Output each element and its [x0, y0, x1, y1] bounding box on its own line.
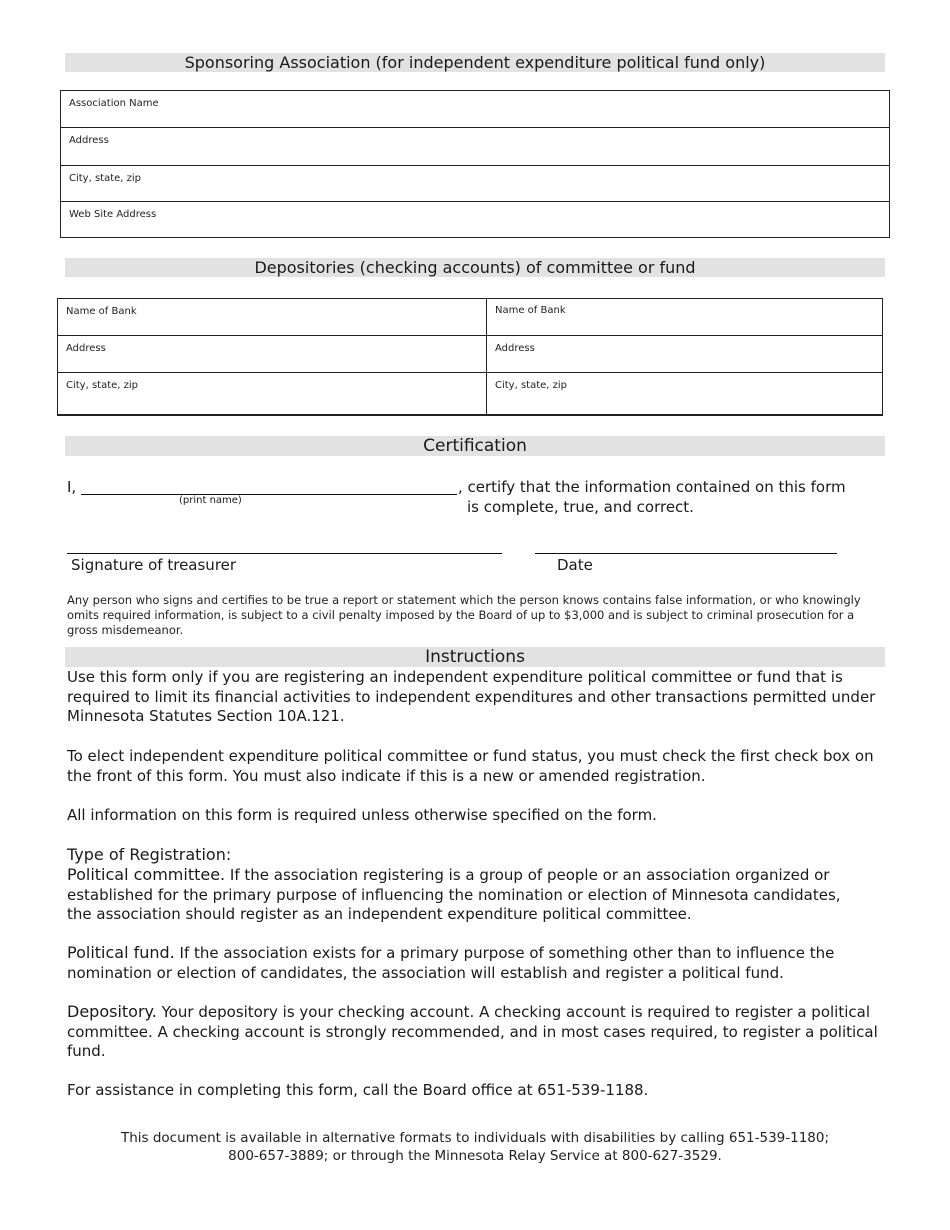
instructions-paragraph-1: Use this form only if you are registering an independent expenditure political committee or fund that is required to limit its financial activities to independent expenditures and other transactions permitted under Minnesota Statutes Section 10A.121. [67, 668, 876, 725]
accessibility-footer-line1: This document is available in alternative formats to individuals with disabilities by calling 651-539-1180; [120, 1130, 830, 1146]
bank-address-label-right: Address [495, 343, 535, 354]
association-city-state-zip-label: City, state, zip [69, 173, 142, 184]
signature-line[interactable] [67, 553, 502, 554]
depository-row [58, 336, 882, 373]
bank-address-field-left[interactable] [58, 336, 487, 372]
depository-lead: Depository. [67, 1002, 157, 1021]
certification-heading: Certification [65, 436, 885, 456]
association-name-field[interactable] [61, 91, 889, 128]
political-committee-paragraph [67, 865, 867, 925]
depositories-heading: Depositories (checking accounts) of committee or fund [65, 258, 885, 277]
depository-row [58, 373, 882, 415]
signature-label: Signature of treasurer [71, 556, 237, 574]
bank-city-field-left[interactable] [58, 373, 487, 414]
bank-address-field-right[interactable] [487, 336, 882, 372]
association-website-label: Web Site Address [69, 209, 157, 220]
political-committee-text: If the association registering is a group of people or an association organized or established for the primary purpose of influencing the nomination or election of Minnesota candidates, the association should register as an independent expenditure political committee. [67, 866, 841, 923]
column-divider [486, 299, 487, 415]
bank-name-label-right: Name of Bank [495, 305, 566, 316]
penalty-notice: Any person who signs and certifies to be true a report or statement which the person knows contains false information, or who knowingly omits required information, is subject to a civil penalty imposed by the Board of up to $3,000 and is subject to criminal prosecution for a gross misdemeanor. [67, 593, 861, 637]
instructions-paragraph-3: All information on this form is required unless otherwise specified on the form. [67, 806, 657, 824]
political-fund-paragraph [67, 943, 867, 983]
instructions-heading: Instructions [65, 647, 885, 667]
depositories-box [57, 298, 883, 416]
print-name-caption: (print name) [179, 495, 242, 506]
bank-name-field-left[interactable] [58, 299, 487, 335]
sponsoring-association-box [60, 90, 890, 238]
depository-paragraph [67, 1002, 882, 1062]
print-name-line[interactable] [81, 494, 457, 495]
association-city-state-zip-field[interactable] [61, 166, 889, 202]
association-address-field[interactable] [61, 128, 889, 166]
political-committee-lead: Political committee. [67, 865, 226, 884]
association-name-label: Association Name [69, 98, 159, 109]
certify-statement-line2: is complete, true, and correct. [467, 498, 694, 516]
political-fund-lead: Political fund. [67, 943, 175, 962]
bank-city-label-left: City, state, zip [66, 380, 139, 391]
certification-i-label: I, [67, 478, 77, 496]
assistance-paragraph: For assistance in completing this form, call the Board office at 651-539-1188. [67, 1081, 649, 1099]
date-line[interactable] [535, 553, 837, 554]
bank-city-field-right[interactable] [487, 373, 882, 414]
sponsoring-association-heading: Sponsoring Association (for independent expenditure political fund only) [65, 53, 885, 72]
association-address-label: Address [69, 135, 109, 146]
bank-name-label-left: Name of Bank [66, 306, 137, 317]
instructions-paragraph-2: To elect independent expenditure political committee or fund status, you must check the first check box on the front of this form. You must also indicate if this is a new or amended registration. [67, 747, 874, 785]
bank-city-label-right: City, state, zip [495, 380, 568, 391]
bank-name-field-right[interactable] [487, 298, 882, 335]
bank-address-label-left: Address [66, 343, 106, 354]
political-fund-text: If the association exists for a primary purpose of something other than to influence the nomination or election of candidates, the association will establish and register a political fund. [67, 944, 835, 982]
type-of-registration-heading: Type of Registration: [67, 845, 232, 864]
association-website-field[interactable] [61, 202, 889, 238]
depository-row [58, 299, 882, 336]
depository-text: Your depository is your checking account. A checking account is required to register a political committee. A checking account is strongly recommended, and in most cases required, to register a political fund. [67, 1003, 878, 1060]
accessibility-footer-line2: 800-657-3889; or through the Minnesota Relay Service at 800-627-3529. [228, 1148, 722, 1164]
certify-statement-line1: , certify that the information contained on this form [458, 478, 846, 496]
date-label: Date [557, 556, 593, 574]
